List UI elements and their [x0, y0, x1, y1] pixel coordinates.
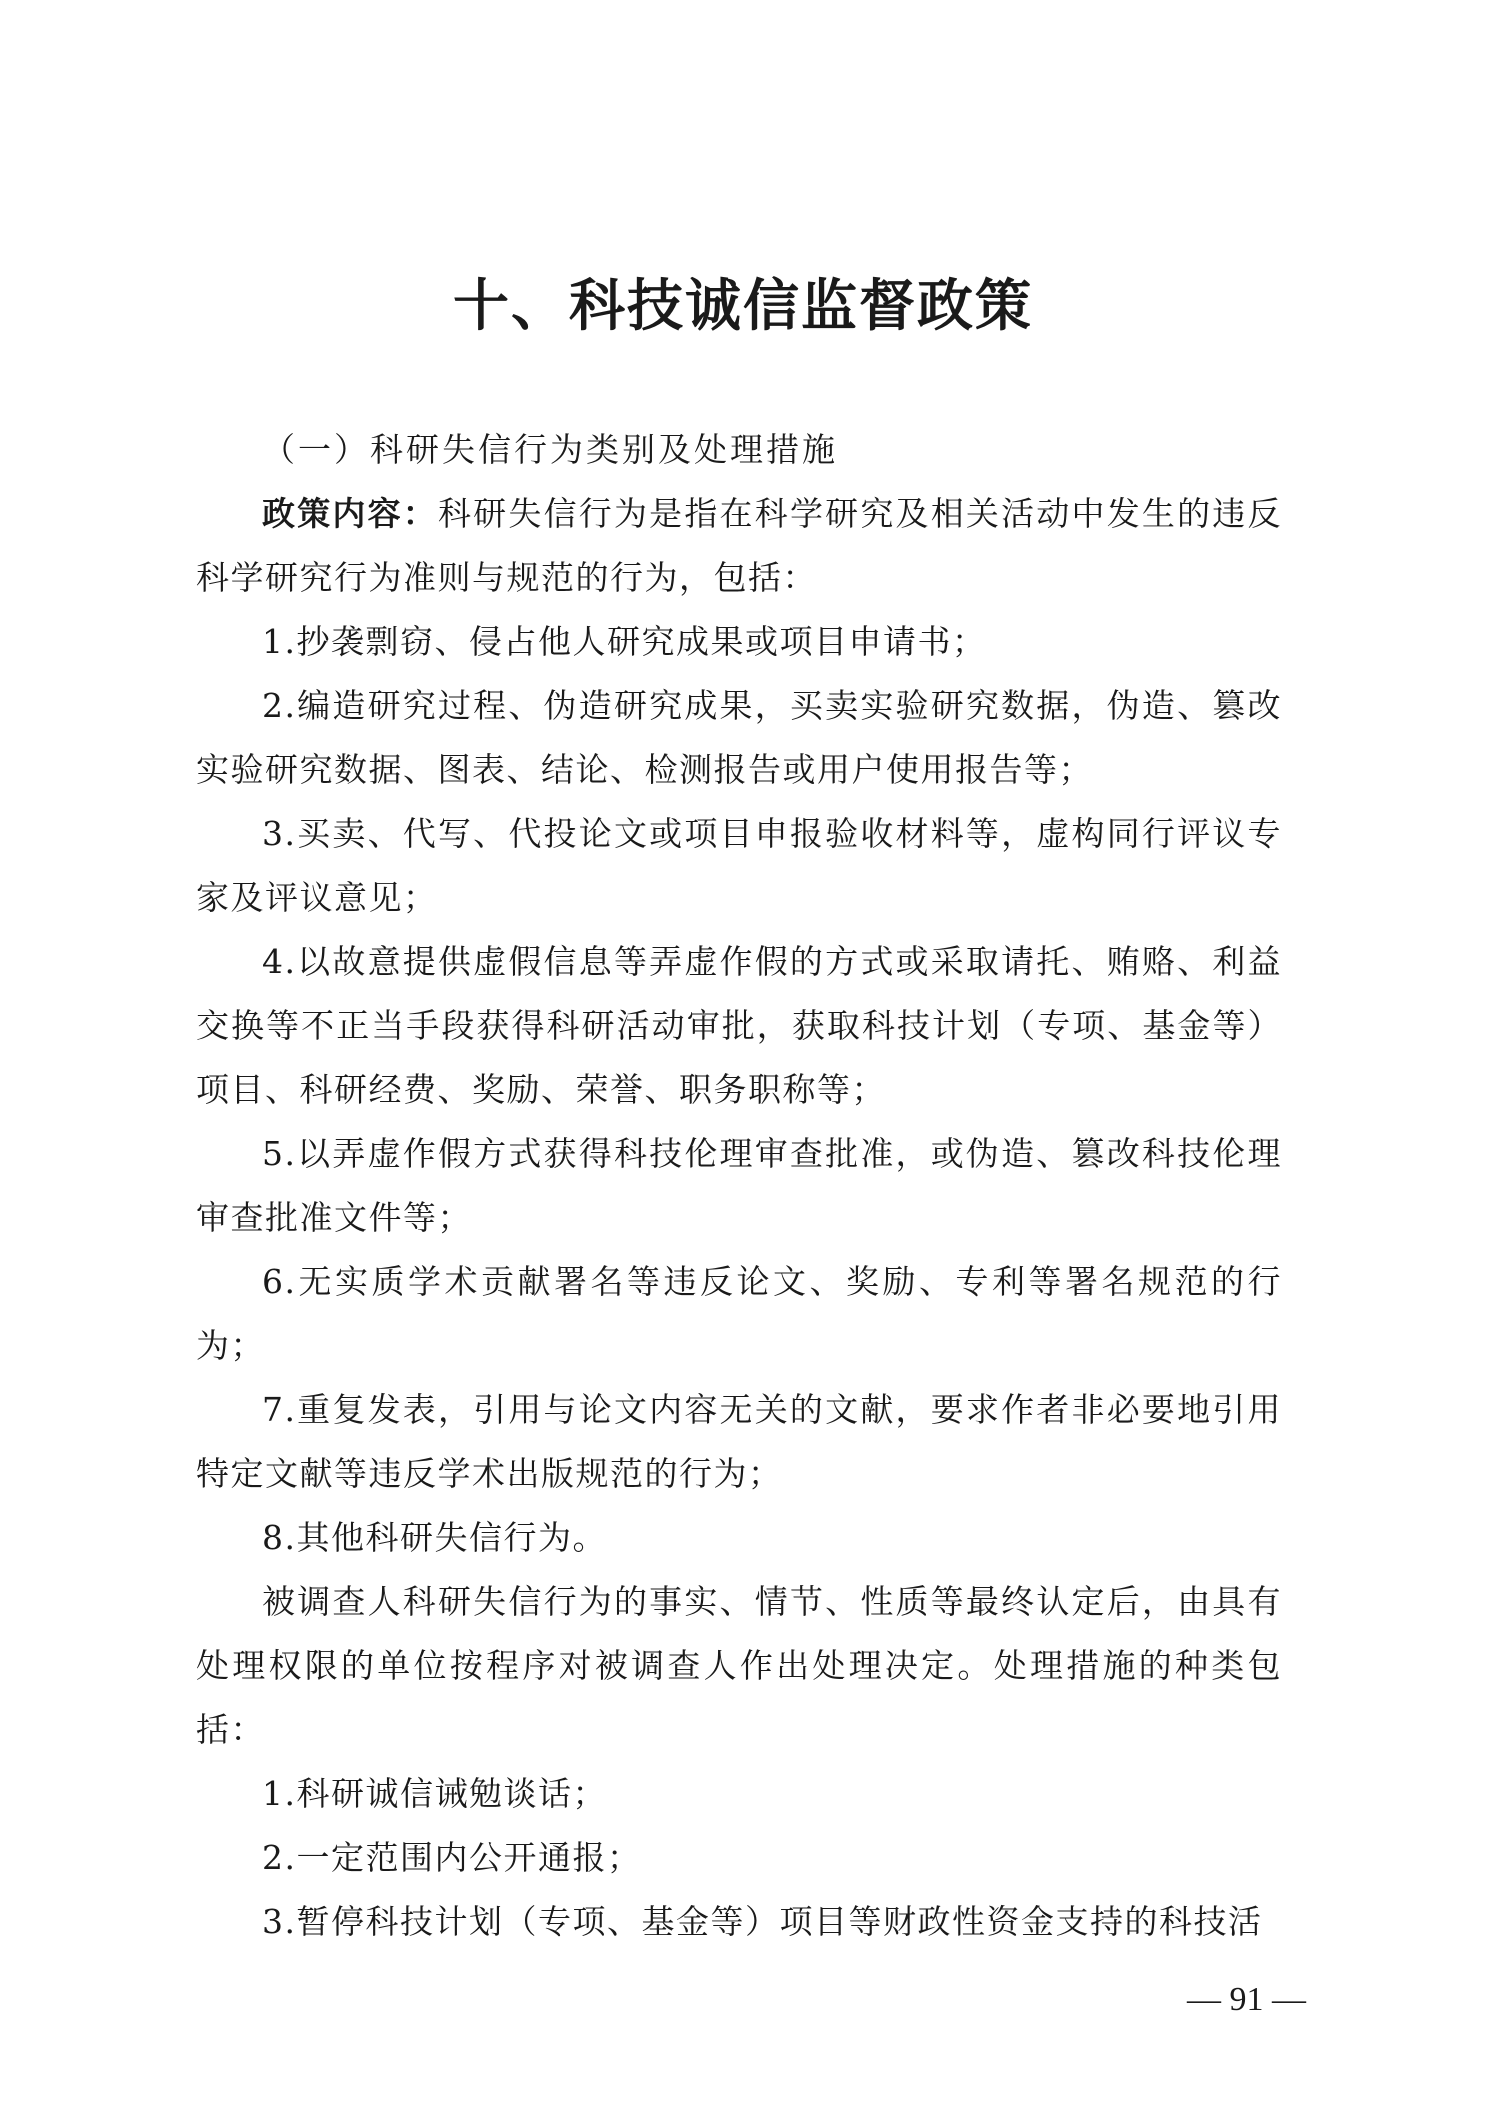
misconduct-item-5: 5.以弄虚作假方式获得科技伦理审查批准，或伪造、篡改科技伦理审查批准文件等；	[196, 1134, 1282, 1237]
policy-label: 政策内容：	[262, 494, 438, 533]
misconduct-item-1: 1.抄袭剽窃、侵占他人研究成果或项目申请书；	[262, 622, 987, 661]
misconduct-item-6: 6.无实质学术贡献署名等违反论文、奖励、专利等署名规范的行为；	[196, 1262, 1282, 1365]
section-heading: （一）科研失信行为类别及处理措施	[262, 430, 838, 469]
policy-intro: 科研失信行为是指在科学研究及相关活动中发生的违反科学研究行为准则与规范的行为，包括：	[196, 494, 1283, 597]
handling-item-1: 1.科研诚信诫勉谈话；	[262, 1774, 607, 1813]
misconduct-item-3: 3.买卖、代写、代投论文或项目申报验收材料等，虚构同行评议专家及评议意见；	[196, 814, 1282, 917]
policy-paragraph	[196, 482, 1282, 610]
handling-item-2: 2.一定范围内公开通报；	[262, 1838, 642, 1877]
document-body	[196, 418, 1282, 1954]
misconduct-item-2: 2.编造研究过程、伪造研究成果，买卖实验研究数据，伪造、篡改实验研究数据、图表、结论、检测报告或用户使用报告等；	[196, 686, 1282, 789]
misconduct-item-4: 4.以故意提供虚假信息等弄虚作假的方式或采取请托、贿赂、利益交换等不正当手段获得科研活动审批，获取科技计划（专项、基金等）项目、科研经费、奖励、荣誉、职务职称等；	[196, 942, 1282, 1109]
misconduct-item-7: 7.重复发表，引用与论文内容无关的文献，要求作者非必要地引用特定文献等违反学术出版规范的行为；	[196, 1390, 1282, 1493]
page-title: 十、科技诚信监督政策	[453, 274, 1033, 339]
handling-intro: 被调查人科研失信行为的事实、情节、性质等最终认定后，由具有处理权限的单位按程序对被调查人作出处理决定。处理措施的种类包括：	[196, 1582, 1282, 1749]
misconduct-item-8: 8.其他科研失信行为。	[262, 1518, 607, 1557]
page-number: — 91 —	[1187, 1981, 1306, 2018]
handling-item-3: 3.暂停科技计划（专项、基金等）项目等财政性资金支持的科技活	[262, 1902, 1263, 1941]
